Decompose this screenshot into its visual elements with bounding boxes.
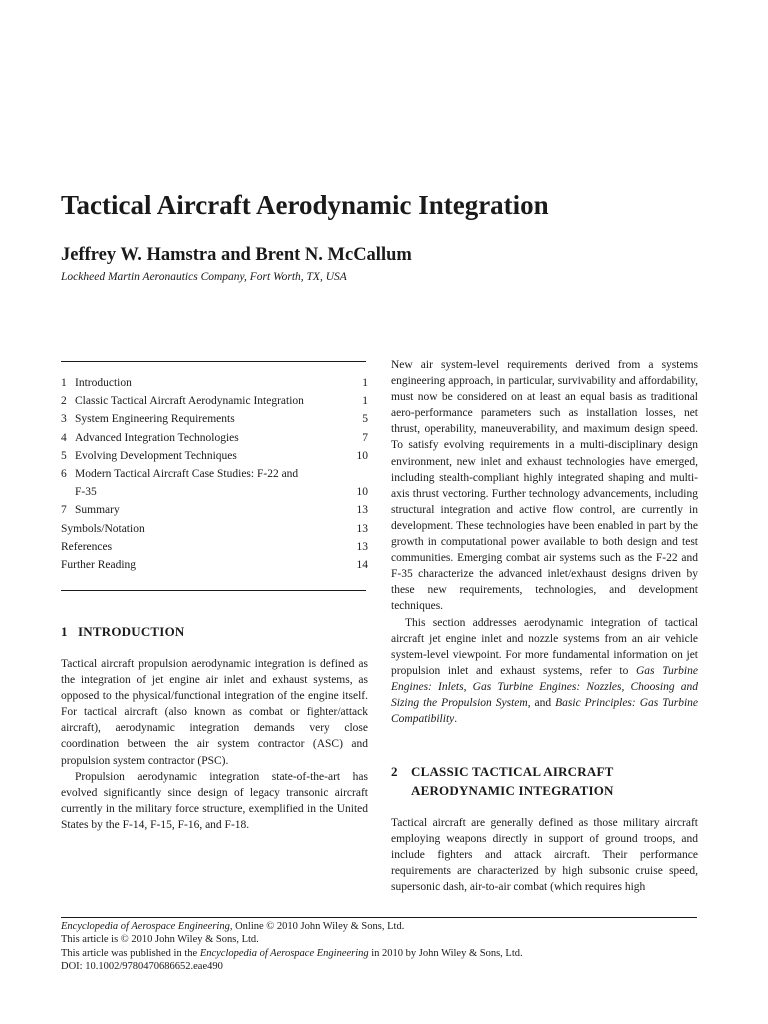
toc-entry[interactable] <box>61 374 368 392</box>
toc-page: 13 <box>356 540 368 553</box>
paragraph: Tactical aircraft are generally defined as those military aircraft employing weapons directly in support of ground troops, and include fighters and attack aircraft. Their performance requirements are characterized by high subsonic cruise speed, supersonic dash, air-to-air combat (which requires high <box>391 817 698 894</box>
toc-entry[interactable] <box>61 410 368 428</box>
toc-entry[interactable] <box>61 447 368 465</box>
toc-page: 10 <box>356 449 368 462</box>
cross-reference-link[interactable]: Gas Turbine Engines: Inlets <box>391 664 698 693</box>
toc-number: 1 <box>61 377 67 389</box>
cross-reference-link[interactable]: Choosing and Sizing the Propulsion System <box>391 680 699 709</box>
toc-number: 6 <box>61 468 67 481</box>
section-heading-introduction: 1 INTRODUCTION <box>61 624 185 639</box>
toc-top-rule <box>61 361 366 362</box>
paragraph-text: This section addresses aerodynamic integration of tactical aircraft jet engine inlet and nozzle systems from an air vehicle system-level viewpoint. For more fundamental information on jet propulsion inlet and exhaust systems, refer to <box>391 616 698 677</box>
toc-entry[interactable] <box>61 465 368 483</box>
toc-number: 4 <box>61 431 67 444</box>
toc-page: 1 <box>362 377 368 389</box>
toc-entry[interactable] <box>61 520 368 538</box>
footer-line <box>61 920 523 933</box>
toc-label: Symbols/Notation <box>61 522 145 535</box>
toc-page: 14 <box>356 559 368 572</box>
article-title: Tactical Aircraft Aerodynamic Integration <box>61 190 549 220</box>
right-column-body <box>391 357 698 727</box>
toc-label: Advanced Integration Technologies <box>75 431 239 444</box>
footer-rule <box>61 917 697 918</box>
toc-entry[interactable] <box>61 538 368 556</box>
paragraph: Tactical aircraft propulsion aerodynamic integration is defined as the integration of jet engine air inlet and exhaust systems, as opposed to the physical/functional integration of the engine itself. For tactical aircraft (also known as combat or fighter/attack aircraft), aerodynamic integration demands very close coordination between the air system contractor (ASC) and propulsion system contractor (PSC). <box>61 658 368 767</box>
toc-page: 1 <box>362 395 368 408</box>
toc-label: Evolving Development Techniques <box>75 449 237 462</box>
paragraph <box>391 615 698 728</box>
toc-bottom-rule <box>61 590 366 591</box>
toc-number: 7 <box>61 504 67 517</box>
toc-number: 2 <box>61 395 67 408</box>
journal-name: Encyclopedia of Aerospace Engineering <box>61 921 230 932</box>
heading-text: AERODYNAMIC INTEGRATION <box>411 783 614 798</box>
paragraph: Propulsion aerodynamic integration state-of-the-art has evolved significantly since design of legacy transonic aircraft currently in the military force structure, exemplified in the United States by the F-14, F-15, F-16, and F-18. <box>61 770 368 831</box>
toc-label: Further Reading <box>61 559 137 572</box>
heading-text: CLASSIC TACTICAL AIRCRAFT <box>411 764 614 779</box>
left-column-body <box>61 656 368 833</box>
toc-entry-continuation[interactable] <box>61 483 368 501</box>
section-2-body <box>391 815 698 895</box>
toc-entry[interactable] <box>61 501 368 519</box>
toc-entry[interactable] <box>61 392 368 410</box>
journal-name: Encyclopedia of Aerospace Engineering <box>199 947 369 959</box>
article-authors: Jeffrey W. Hamstra and Brent N. McCallum <box>61 245 412 265</box>
paragraph-text: . <box>454 713 458 726</box>
toc-number: 3 <box>61 413 67 426</box>
cross-reference-link[interactable]: Gas Turbine Engines: Nozzles <box>472 680 622 693</box>
footer-text: , Online © 2010 John Wiley & Sons, Ltd. <box>229 921 405 932</box>
toc-entry[interactable] <box>61 556 368 574</box>
toc-label: Classic Tactical Aircraft Aerodynamic Integration <box>75 395 304 408</box>
toc-page: 10 <box>356 486 368 499</box>
toc-label: Summary <box>75 504 120 517</box>
footer <box>61 920 523 973</box>
table-of-contents <box>61 374 368 574</box>
doi[interactable]: DOI: 10.1002/9780470686652.eae490 <box>61 960 223 972</box>
toc-number: 5 <box>61 449 67 462</box>
heading-line <box>391 764 614 780</box>
toc-label: Introduction <box>75 377 132 389</box>
footer-line <box>61 947 523 960</box>
paragraph-text: , and <box>527 696 556 709</box>
paragraph: New air system-level requirements derived from a systems engineering approach, in particular, survivability and affordability, must now be considered on at least an equal basis as traditional aero-performance parameters such as installation losses, net thrust, operability, maneuverability, and maximum design speed. To satisfy evolving requirements in a multi-disciplinary design environment, new inlet and exhaust technologies have emerged, including stealth-compliant highly integrated shaping and multi-axis thrust vectoring. Further technology advancements, including structural integration and active flow control, are currently in development. These technologies have been enabled in part by the growth in computational power available to both design and test communities. Emerging combat air systems such as the F-22 and F-35 characterize the advanced inlet/exhaust designs driven by these new requirements, technologies, and development techniques. <box>391 359 698 613</box>
toc-label: System Engineering Requirements <box>75 413 235 426</box>
section-heading-classic <box>391 764 614 799</box>
footer-text: This article was published in the <box>61 947 200 959</box>
author-affiliation: Lockheed Martin Aeronautics Company, Fort Worth, TX, USA <box>61 271 347 283</box>
cross-reference-link[interactable]: Basic Principles: Gas Turbine Compatibility <box>391 696 698 726</box>
toc-page: 13 <box>356 504 368 517</box>
toc-page: 5 <box>362 413 368 426</box>
section-number: 2 <box>391 764 398 779</box>
toc-label: References <box>61 540 113 553</box>
paragraph-text: , <box>621 680 631 693</box>
toc-entry[interactable] <box>61 429 368 447</box>
toc-label: Modern Tactical Aircraft Case Studies: F-22 and <box>75 468 299 481</box>
paragraph-text: , <box>463 680 473 693</box>
toc-label: F-35 <box>75 486 97 499</box>
footer-text: in 2010 by John Wiley & Sons, Ltd. <box>368 947 523 959</box>
toc-page: 13 <box>356 522 368 535</box>
toc-page: 7 <box>362 431 368 444</box>
footer-line: This article is © 2010 John Wiley & Sons, Ltd. <box>61 934 259 946</box>
